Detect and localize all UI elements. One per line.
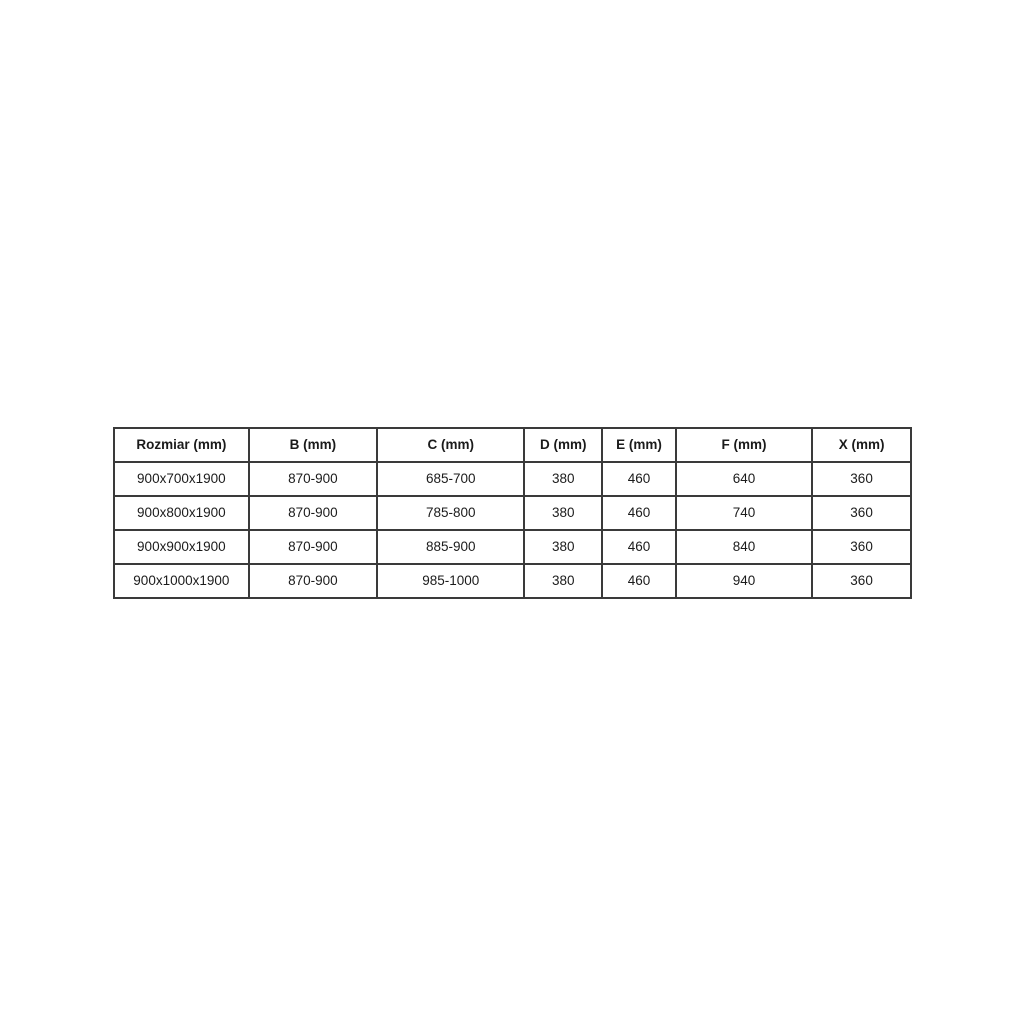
table-cell: 900x900x1900 [114, 530, 249, 564]
table-cell: 840 [676, 530, 812, 564]
table-cell: 360 [812, 530, 911, 564]
column-header-d: D (mm) [524, 428, 602, 462]
table-cell: 460 [602, 462, 676, 496]
table-header-row [114, 428, 911, 462]
table-cell: 380 [524, 564, 602, 598]
column-header-e: E (mm) [602, 428, 676, 462]
table-cell: 885-900 [377, 530, 524, 564]
dimensions-table-container [113, 427, 912, 599]
column-header-x: X (mm) [812, 428, 911, 462]
column-header-f: F (mm) [676, 428, 812, 462]
table-cell: 870-900 [249, 564, 377, 598]
table-cell: 360 [812, 496, 911, 530]
table-cell: 940 [676, 564, 812, 598]
table-row [114, 496, 911, 530]
column-header-c: C (mm) [377, 428, 524, 462]
table-cell: 900x1000x1900 [114, 564, 249, 598]
table-cell: 460 [602, 530, 676, 564]
dimensions-table [113, 427, 912, 599]
table-cell: 380 [524, 496, 602, 530]
table-cell: 870-900 [249, 496, 377, 530]
table-cell: 740 [676, 496, 812, 530]
table-cell: 985-1000 [377, 564, 524, 598]
table-cell: 380 [524, 462, 602, 496]
table-cell: 380 [524, 530, 602, 564]
table-cell: 460 [602, 496, 676, 530]
table-cell: 900x700x1900 [114, 462, 249, 496]
table-cell: 685-700 [377, 462, 524, 496]
table-cell: 785-800 [377, 496, 524, 530]
table-cell: 870-900 [249, 462, 377, 496]
table-cell: 360 [812, 564, 911, 598]
table-row [114, 564, 911, 598]
column-header-b: B (mm) [249, 428, 377, 462]
table-cell: 460 [602, 564, 676, 598]
table-row [114, 462, 911, 496]
table-row [114, 530, 911, 564]
table-cell: 640 [676, 462, 812, 496]
table-cell: 360 [812, 462, 911, 496]
table-cell: 870-900 [249, 530, 377, 564]
table-cell: 900x800x1900 [114, 496, 249, 530]
column-header-rozmiar: Rozmiar (mm) [114, 428, 249, 462]
